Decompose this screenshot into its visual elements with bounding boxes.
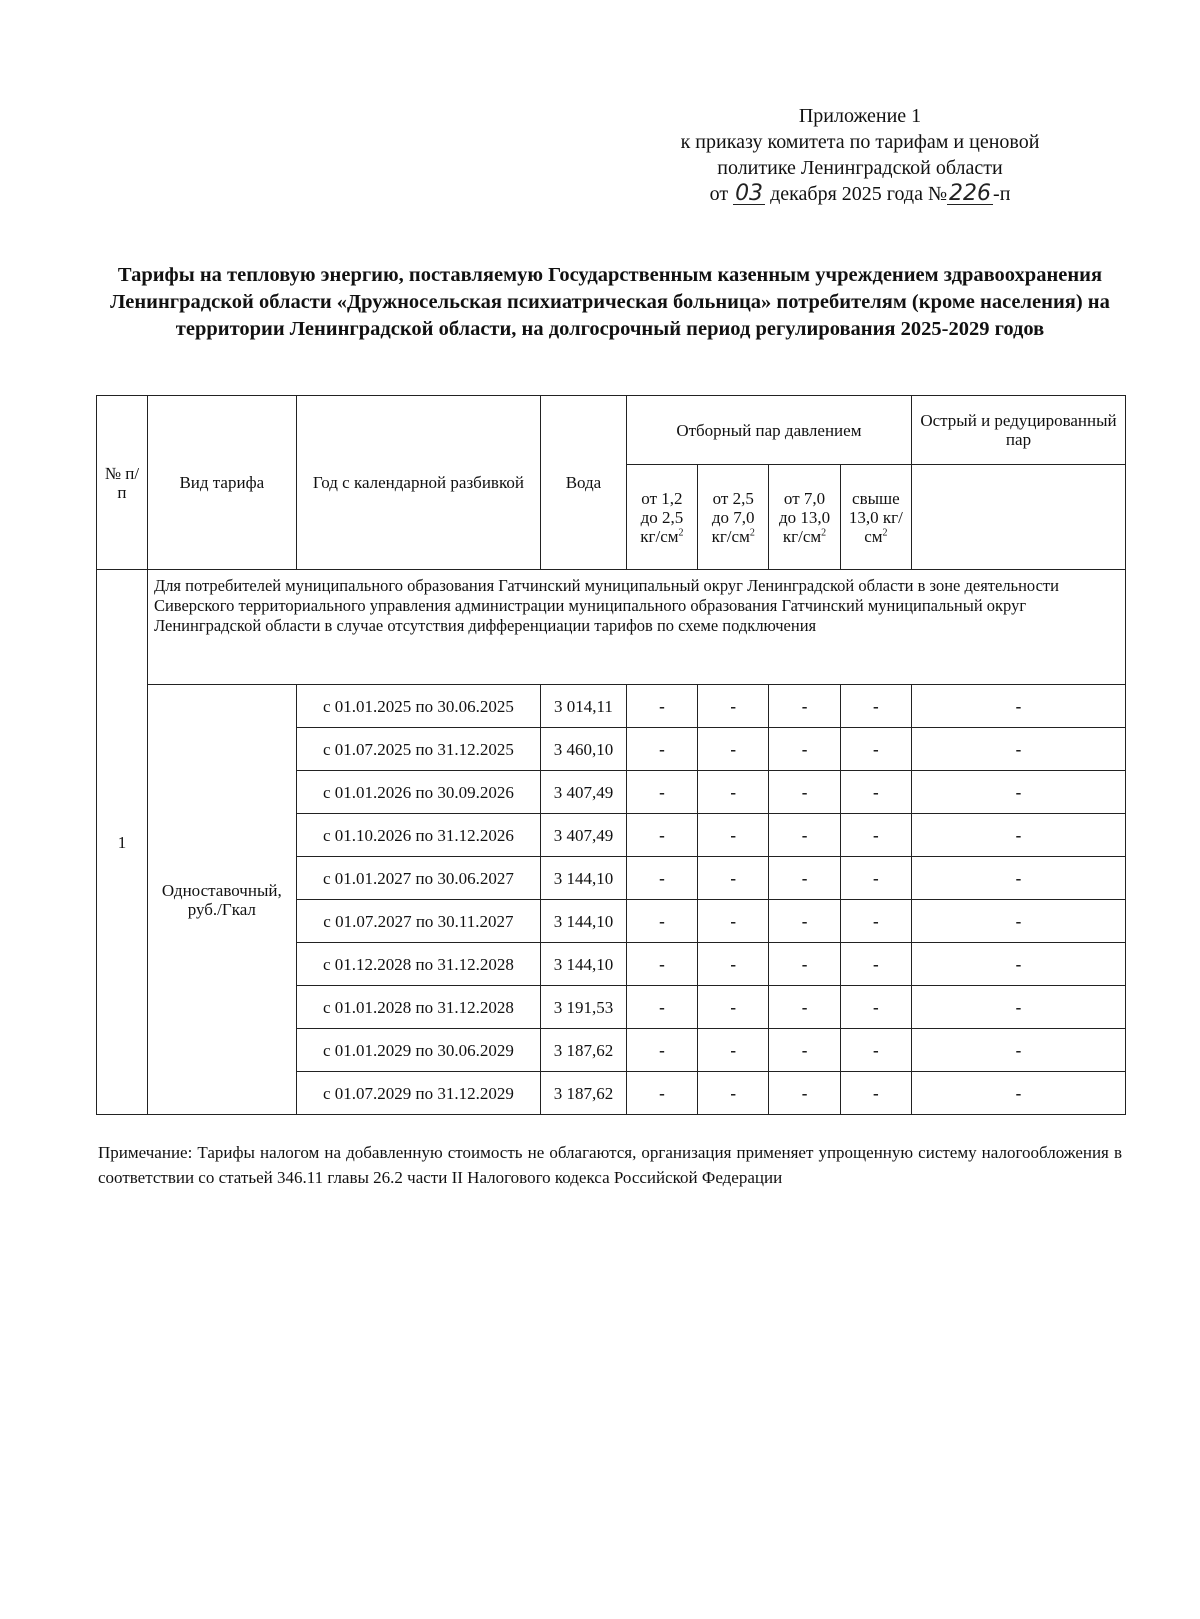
empty-value-cell: - (769, 728, 840, 771)
period-cell: с 01.01.2028 по 31.12.2028 (296, 986, 541, 1029)
empty-value-cell: - (626, 1029, 697, 1072)
empty-value-cell: - (840, 986, 911, 1029)
water-tariff-cell: 3 407,49 (541, 814, 627, 857)
empty-value-cell: - (698, 1072, 769, 1115)
empty-value-cell: - (912, 986, 1126, 1029)
empty-value-cell: - (840, 814, 911, 857)
empty-value-cell: - (840, 943, 911, 986)
table-row (97, 685, 1126, 728)
empty-value-cell: - (840, 857, 911, 900)
empty-value-cell: - (912, 1072, 1126, 1115)
water-tariff-cell: 3 144,10 (541, 943, 627, 986)
empty-value-cell: - (912, 728, 1126, 771)
row-number: 1 (97, 570, 148, 1115)
order-suffix: -п (993, 183, 1011, 205)
header-p3: от 7,0 до 13,0 $кг/см^2$ (769, 465, 840, 570)
footnote: Примечание: Тарифы налогом на добавленную стоимость не облагаются, организация применяет упрощенную систему налогообложения в соответствии со статьей 346.11 главы 26.2 части II Налогового кодекса Российской Федерации (98, 1143, 1122, 1187)
empty-value-cell: - (912, 685, 1126, 728)
water-tariff-cell: 3 187,62 (541, 1072, 627, 1115)
period-cell: с 01.10.2026 по 31.12.2026 (296, 814, 541, 857)
empty-value-cell: - (626, 771, 697, 814)
empty-value-cell: - (626, 685, 697, 728)
header-period: Год с календарной разбивкой (296, 396, 541, 570)
empty-value-cell: - (698, 943, 769, 986)
empty-value-cell: - (626, 943, 697, 986)
appendix-order-line: к приказу комитета по тарифам и ценовой (680, 131, 1040, 153)
empty-value-cell: - (626, 986, 697, 1029)
water-tariff-cell: 3 191,53 (541, 986, 627, 1029)
empty-value-cell: - (912, 1029, 1126, 1072)
tariff-table (96, 395, 1126, 1115)
empty-value-cell: - (698, 1029, 769, 1072)
empty-value-cell: - (626, 900, 697, 943)
empty-value-cell: - (769, 1072, 840, 1115)
empty-value-cell: - (769, 814, 840, 857)
header-p2: от 2,5 до 7,0 $кг/см^2$ (698, 465, 769, 570)
empty-value-cell: - (840, 1072, 911, 1115)
header-water: Вода (541, 396, 627, 570)
header-num: № п/п (97, 396, 148, 570)
empty-value-cell: - (840, 900, 911, 943)
empty-value-cell: - (912, 814, 1126, 857)
water-tariff-cell: 3 144,10 (541, 900, 627, 943)
empty-value-cell: - (698, 685, 769, 728)
header-kind: Вид тарифа (147, 396, 296, 570)
appendix-date-line (600, 181, 1120, 207)
header-p1: от 1,2 до 2,5 $кг/см^2$ (626, 465, 697, 570)
handwritten-order-number: 226 (949, 181, 992, 206)
handwritten-day: 03 (735, 181, 764, 206)
header-steam: Отборный пар давлением (626, 396, 911, 465)
empty-value-cell: - (769, 943, 840, 986)
period-cell: с 01.01.2025 по 30.06.2025 (296, 685, 541, 728)
period-cell: с 01.01.2026 по 30.09.2026 (296, 771, 541, 814)
empty-value-cell: - (840, 771, 911, 814)
period-cell: с 01.07.2029 по 31.12.2029 (296, 1072, 541, 1115)
empty-value-cell: - (769, 986, 840, 1029)
empty-value-cell: - (769, 1029, 840, 1072)
empty-value-cell: - (769, 685, 840, 728)
header-row-1 (97, 396, 1126, 465)
empty-value-cell: - (769, 900, 840, 943)
period-cell: с 01.07.2027 по 30.11.2027 (296, 900, 541, 943)
empty-value-cell: - (626, 728, 697, 771)
empty-value-cell: - (912, 857, 1126, 900)
water-tariff-cell: 3 187,62 (541, 1029, 627, 1072)
header-sharp-steam: Острый и редуцированный пар (912, 396, 1126, 465)
water-tariff-cell: 3 460,10 (541, 728, 627, 771)
date-prefix: от (709, 183, 729, 205)
appendix-title: Приложение 1 (798, 105, 922, 127)
date-month-year: декабря 2025 года № (770, 183, 948, 205)
header-sharp-empty (912, 465, 1126, 570)
tariff-kind: Одноставочный, руб./Гкал (147, 685, 296, 1115)
empty-value-cell: - (698, 857, 769, 900)
empty-value-cell: - (769, 857, 840, 900)
empty-value-cell: - (840, 728, 911, 771)
water-tariff-cell: 3 014,11 (541, 685, 627, 728)
group-row (97, 570, 1126, 685)
water-tariff-cell: 3 144,10 (541, 857, 627, 900)
empty-value-cell: - (698, 986, 769, 1029)
empty-value-cell: - (626, 814, 697, 857)
empty-value-cell: - (698, 814, 769, 857)
appendix-committee-line: политике Ленинградской области (717, 157, 1003, 179)
period-cell: с 01.12.2028 по 31.12.2028 (296, 943, 541, 986)
empty-value-cell: - (840, 1029, 911, 1072)
period-cell: с 01.01.2029 по 30.06.2029 (296, 1029, 541, 1072)
empty-value-cell: - (912, 900, 1126, 943)
appendix-header (600, 103, 1120, 207)
empty-value-cell: - (769, 771, 840, 814)
group-description: Для потребителей муниципального образования Гатчинский муниципальный округ Ленинградской области в зоне деятельности Сиверского территориального управления администрации муниципального образования Гатчинский муниципальный округ Ленинградской области в случае отсутствия дифференциации тарифов по схеме подключения (147, 570, 1125, 685)
empty-value-cell: - (840, 685, 911, 728)
empty-value-cell: - (912, 943, 1126, 986)
period-cell: с 01.01.2027 по 30.06.2027 (296, 857, 541, 900)
document-title: Тарифы на тепловую энергию, поставляемую Государственным казенным учреждением здравоохранения Ленинградской области «Дружносельская психиатрическая больница» потребителям (кроме населения) на территории Ленинградской области, на долгосрочный период регулирования 2025-2029 годов (110, 264, 1110, 340)
header-p4: свыше 13,0 $кг/см^2$ (840, 465, 911, 570)
empty-value-cell: - (698, 900, 769, 943)
empty-value-cell: - (626, 857, 697, 900)
empty-value-cell: - (698, 771, 769, 814)
empty-value-cell: - (698, 728, 769, 771)
water-tariff-cell: 3 407,49 (541, 771, 627, 814)
period-cell: с 01.07.2025 по 31.12.2025 (296, 728, 541, 771)
empty-value-cell: - (912, 771, 1126, 814)
empty-value-cell: - (626, 1072, 697, 1115)
